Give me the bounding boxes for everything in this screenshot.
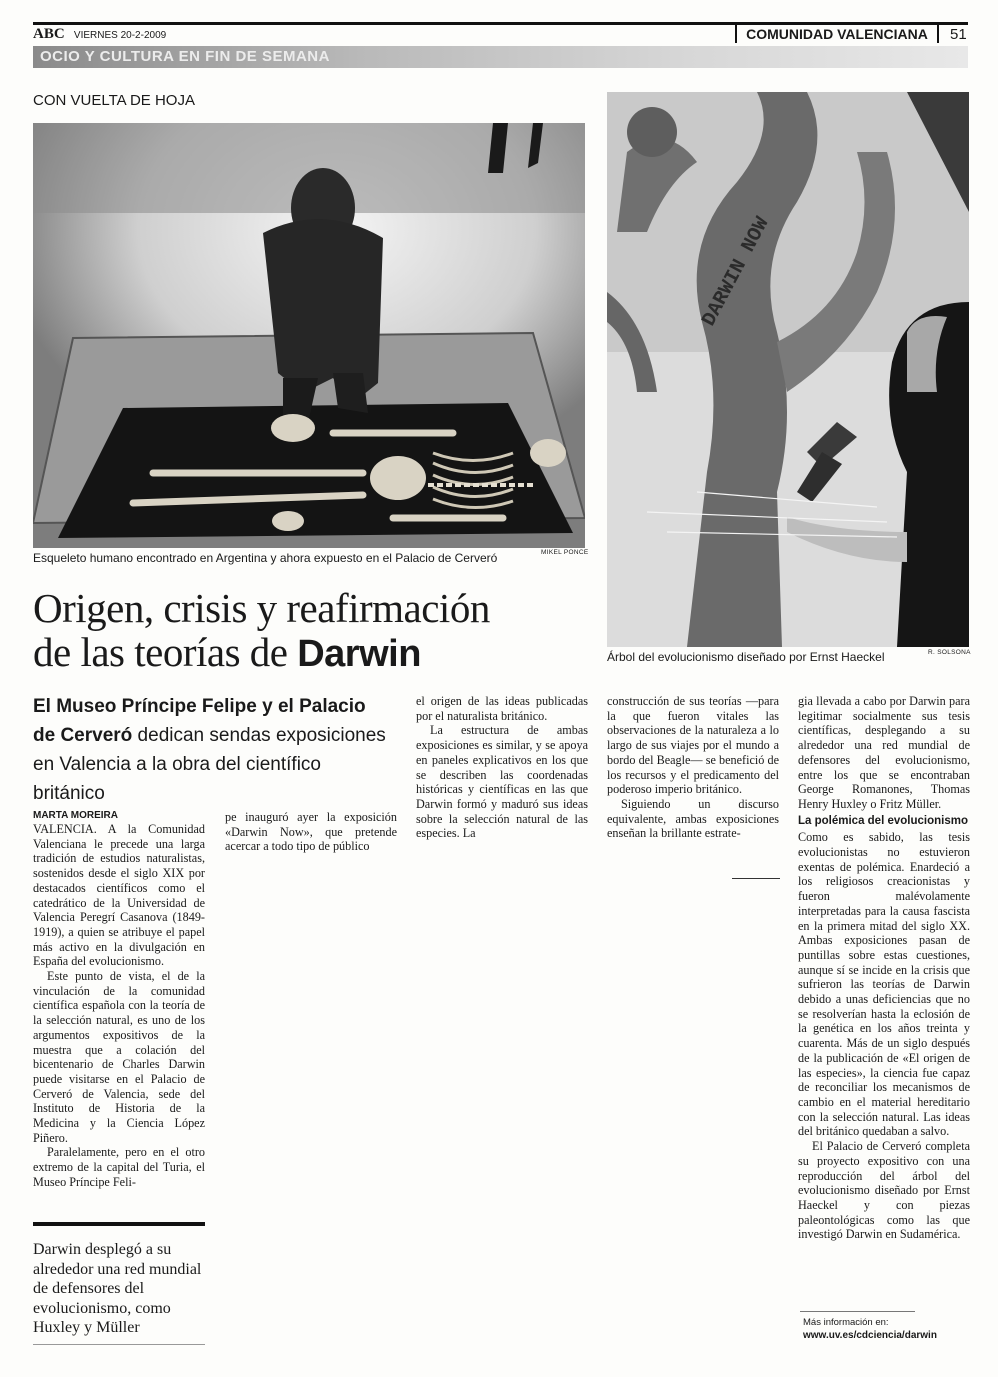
article-column-3	[416, 694, 588, 841]
headline-line2-prefix: de las teorías de	[33, 629, 298, 675]
article-column-4	[607, 694, 779, 841]
article-column-5	[798, 694, 970, 1242]
paragraph: el origen de las ideas publicadas por el naturalista británico.	[416, 694, 588, 723]
headline-darwin: Darwin	[297, 633, 421, 675]
more-info-label: Más información en:	[803, 1317, 889, 1328]
headline-line1: Origen, crisis y reafirmación	[33, 585, 490, 631]
paragraph: Siguiendo un discurso equivalente, ambas exposiciones enseñan la brillante estrate-	[607, 796, 779, 841]
more-info-url[interactable]: www.uv.es/cdciencia/darwin	[803, 1330, 937, 1341]
tree-sign-text: DARWIN NOW	[697, 213, 775, 331]
page-number: 51	[950, 26, 967, 43]
region-label: COMUNIDAD VALENCIANA	[735, 25, 939, 43]
paragraph: El Palacio de Cerveró completa su proyecto expositivo con una reproducción del árbol del evolucionismo diseñado por Ernst Haeckel y con piezas paleontológicas como las que investigó Darwin en Sudamérica.	[798, 1139, 970, 1242]
section-band-label: OCIO Y CULTURA EN FIN DE SEMANA	[40, 48, 330, 65]
subhead-rest: dedican sendas exposiciones en Valencia a la obra del científico británico	[33, 725, 386, 804]
article-column-1	[33, 822, 205, 1190]
headline	[33, 586, 490, 676]
column-end-rule	[732, 878, 780, 879]
skeleton-photo	[33, 123, 585, 548]
paragraph: Este punto de vista, el de la vinculación de la comunidad científica española con la teoría de la selección natural, es uno de los argumentos expositivos de la muestra que a colación del bicentenario de Charles Darwin puede visitarse en el Palacio de Cerveró de Valencia, sede del Instituto de Historia de la Medicina y la Ciencia López Piñero.	[33, 969, 205, 1145]
more-info	[803, 1316, 937, 1342]
photo1-credit: MIKEL PONCE	[541, 549, 589, 556]
pullquote-rule	[33, 1222, 205, 1226]
tree-photo	[607, 92, 969, 647]
pullquote-bottom-rule	[33, 1344, 205, 1345]
paper-name: ABC	[33, 26, 65, 42]
paragraph: La estructura de ambas exposiciones es similar, y se apoya en paneles explicativos en los que se describen las coordenadas históricas y científicas en las que Darwin formó y maduró sus ideas sobre la selección natural de las especies. La	[416, 723, 588, 841]
section-subtitle: La polémica del evolucionismo	[798, 814, 968, 827]
tree-photo-image	[607, 92, 969, 647]
pullquote: Darwin desplegó a su alrededor una red mundial de defensores del evolucionismo, como Huxley y Müller	[33, 1241, 202, 1336]
paragraph: Paralelamente, pero en el otro extremo de la capital del Turia, el Museo Príncipe Feli-	[33, 1145, 205, 1189]
byline: MARTA MOREIRA	[33, 810, 118, 821]
subhead-bold: El Museo Príncipe Felipe y el Palacio de Cerveró	[33, 696, 366, 746]
headline-line2	[33, 630, 490, 676]
article-column-2	[225, 810, 397, 854]
paragraph: construcción de sus teorías —para la que fueron vitales las observaciones de la naturaleza a lo largo de sus viajes por el mundo a bordo del Beagle— se benefició de los recursos y el predicamento del poderoso imperio británico.	[607, 694, 779, 797]
paragraph: Como es sabido, las tesis evolucionistas no estuvieron exentas de polémica. Enardeció a los religiosos creacionistas y fueron malévolamente interpretadas para la causa fascista en la primera mitad del siglo XX. Ambas exposiciones pasan de puntillas sobre estas cuestiones, aunque sí se incide en la crisis que sufrieron las teorías de Darwin debido a unas deficiencias que no se resolverían hasta la eclosión de la genética en los años treinta y cuarenta. Más de un siglo después de la publicación de «El origen de las especies», la ciencia fue capaz de reconciliar los mecanismos de cambio en el material hereditario con la selección natural. Las ideas del británico quedaban a salvo.	[798, 830, 970, 1139]
photo2-caption: Árbol del evolucionismo diseñado por Ernst Haeckel	[607, 650, 885, 664]
paragraph: VALENCIA. A la Comunidad Valenciana le precede una larga tradición de estudios naturalistas, sostenidos desde el siglo XIX por destacados científicos como el catedrático de la Universidad de Valencia Peregrí Casanova (1849-1919), a quien se atribuye el papel más activo en la divulgación en España del evolucionismo.	[33, 822, 205, 969]
skeleton-photo-image	[33, 123, 585, 548]
section-title: CON VUELTA DE HOJA	[33, 92, 195, 109]
more-info-rule	[800, 1311, 915, 1312]
issue-date: VIERNES 20-2-2009	[73, 30, 167, 41]
paragraph: gia llevada a cabo por Darwin para legitimar socialmente sus tesis científicas, desplegando a su alrededor una red mundial de defensores del evolucionismo, entre los que se encontraban George Romanones, Thomas Henry Huxley o Fritz Müller.	[798, 694, 970, 811]
photo1-caption: Esqueleto humano encontrado en Argentina y ahora expuesto en el Palacio de Cerveró	[33, 551, 498, 565]
paragraph: pe inauguró ayer la exposición «Darwin Now», que pretende acercar a todo tipo de público	[225, 810, 397, 854]
subheadline	[33, 692, 388, 808]
photo2-credit: R. SOLSONA	[928, 649, 971, 656]
masthead	[33, 26, 166, 43]
